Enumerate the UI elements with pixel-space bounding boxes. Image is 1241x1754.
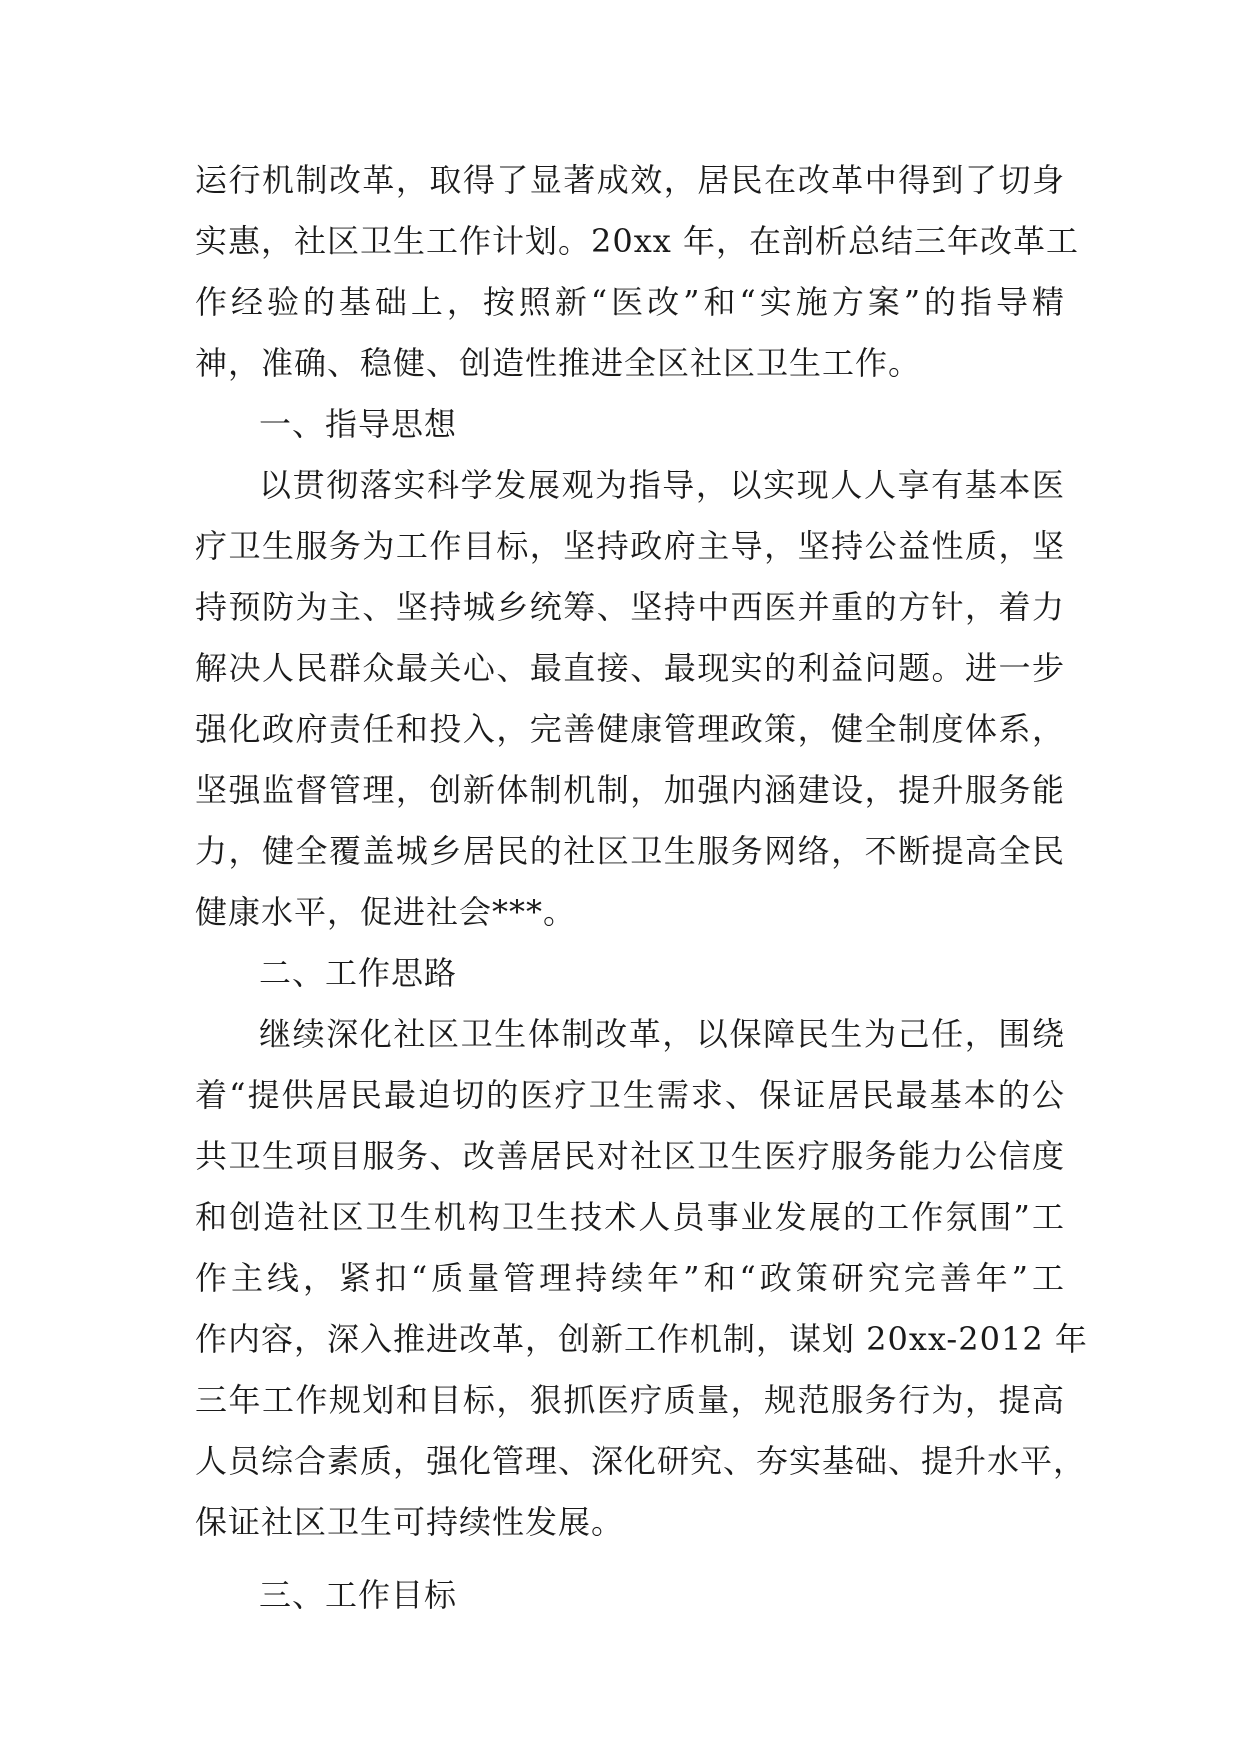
text-line: 三年工作规划和目标，狠抓医疗质量，规范服务行为，提高	[195, 1381, 1065, 1419]
text-line: 强化政府责任和投入，完善健康管理政策，健全制度体系，	[195, 710, 1065, 748]
work-approach-paragraph	[195, 1004, 1088, 1553]
text-line: 持预防为主、坚持城乡统筹、坚持中西医并重的方针，着力	[195, 588, 1065, 626]
text-line: 解决人民群众最关心、最直接、最现实的利益问题。进一步	[195, 649, 1065, 687]
guiding-ideology-paragraph	[195, 455, 1065, 943]
section-heading-work-goals: 三、工作目标	[259, 1576, 458, 1614]
text-line: 力，健全覆盖城乡居民的社区卫生服务网络，不断提高全民	[195, 832, 1065, 870]
text-line: 疗卫生服务为工作目标，坚持政府主导，坚持公益性质，坚	[195, 527, 1065, 565]
text-line: 作主线，紧扣“质量管理持续年”和“政策研究完善年”工	[195, 1259, 1065, 1297]
text-line: 和创造社区卫生机构卫生技术人员事业发展的工作氛围”工	[195, 1198, 1065, 1236]
text-line: 着“提供居民最迫切的医疗卫生需求、保证居民最基本的公	[195, 1076, 1065, 1114]
text-line: 保证社区卫生可持续性发展。	[195, 1503, 625, 1541]
section-heading-guiding-ideology: 一、指导思想	[259, 405, 458, 443]
text-line: 运行机制改革，取得了显著成效，居民在改革中得到了切身	[195, 161, 1065, 199]
text-line: 共卫生项目服务、改善居民对社区卫生医疗服务能力公信度	[195, 1137, 1065, 1175]
text-line: 继续深化社区卫生体制改革，以保障民生为己任，围绕	[259, 1015, 1065, 1053]
text-line: 实惠，社区卫生工作计划。20xx 年，在剖析总结三年改革工	[195, 222, 1079, 260]
text-line: 人员综合素质，强化管理、深化研究、夯实基础、提升水平，	[195, 1442, 1087, 1480]
text-line: 神，准确、稳健、创造性推进全区社区卫生工作。	[195, 344, 922, 382]
document-page	[195, 150, 1088, 1626]
text-line: 坚强监督管理，创新体制机制，加强内涵建设，提升服务能	[195, 771, 1065, 809]
section-heading-work-approach: 二、工作思路	[259, 954, 458, 992]
text-line: 作内容，深入推进改革，创新工作机制，谋划 20xx-2012 年	[195, 1320, 1088, 1358]
text-line: 以贯彻落实科学发展观为指导，以实现人人享有基本医	[259, 466, 1065, 504]
intro-paragraph	[195, 150, 1079, 394]
text-line: 作经验的基础上，按照新“医改”和“实施方案”的指导精	[195, 283, 1065, 321]
text-line: 健康水平，促进社会***。	[195, 893, 577, 931]
spacer	[195, 1553, 1065, 1565]
